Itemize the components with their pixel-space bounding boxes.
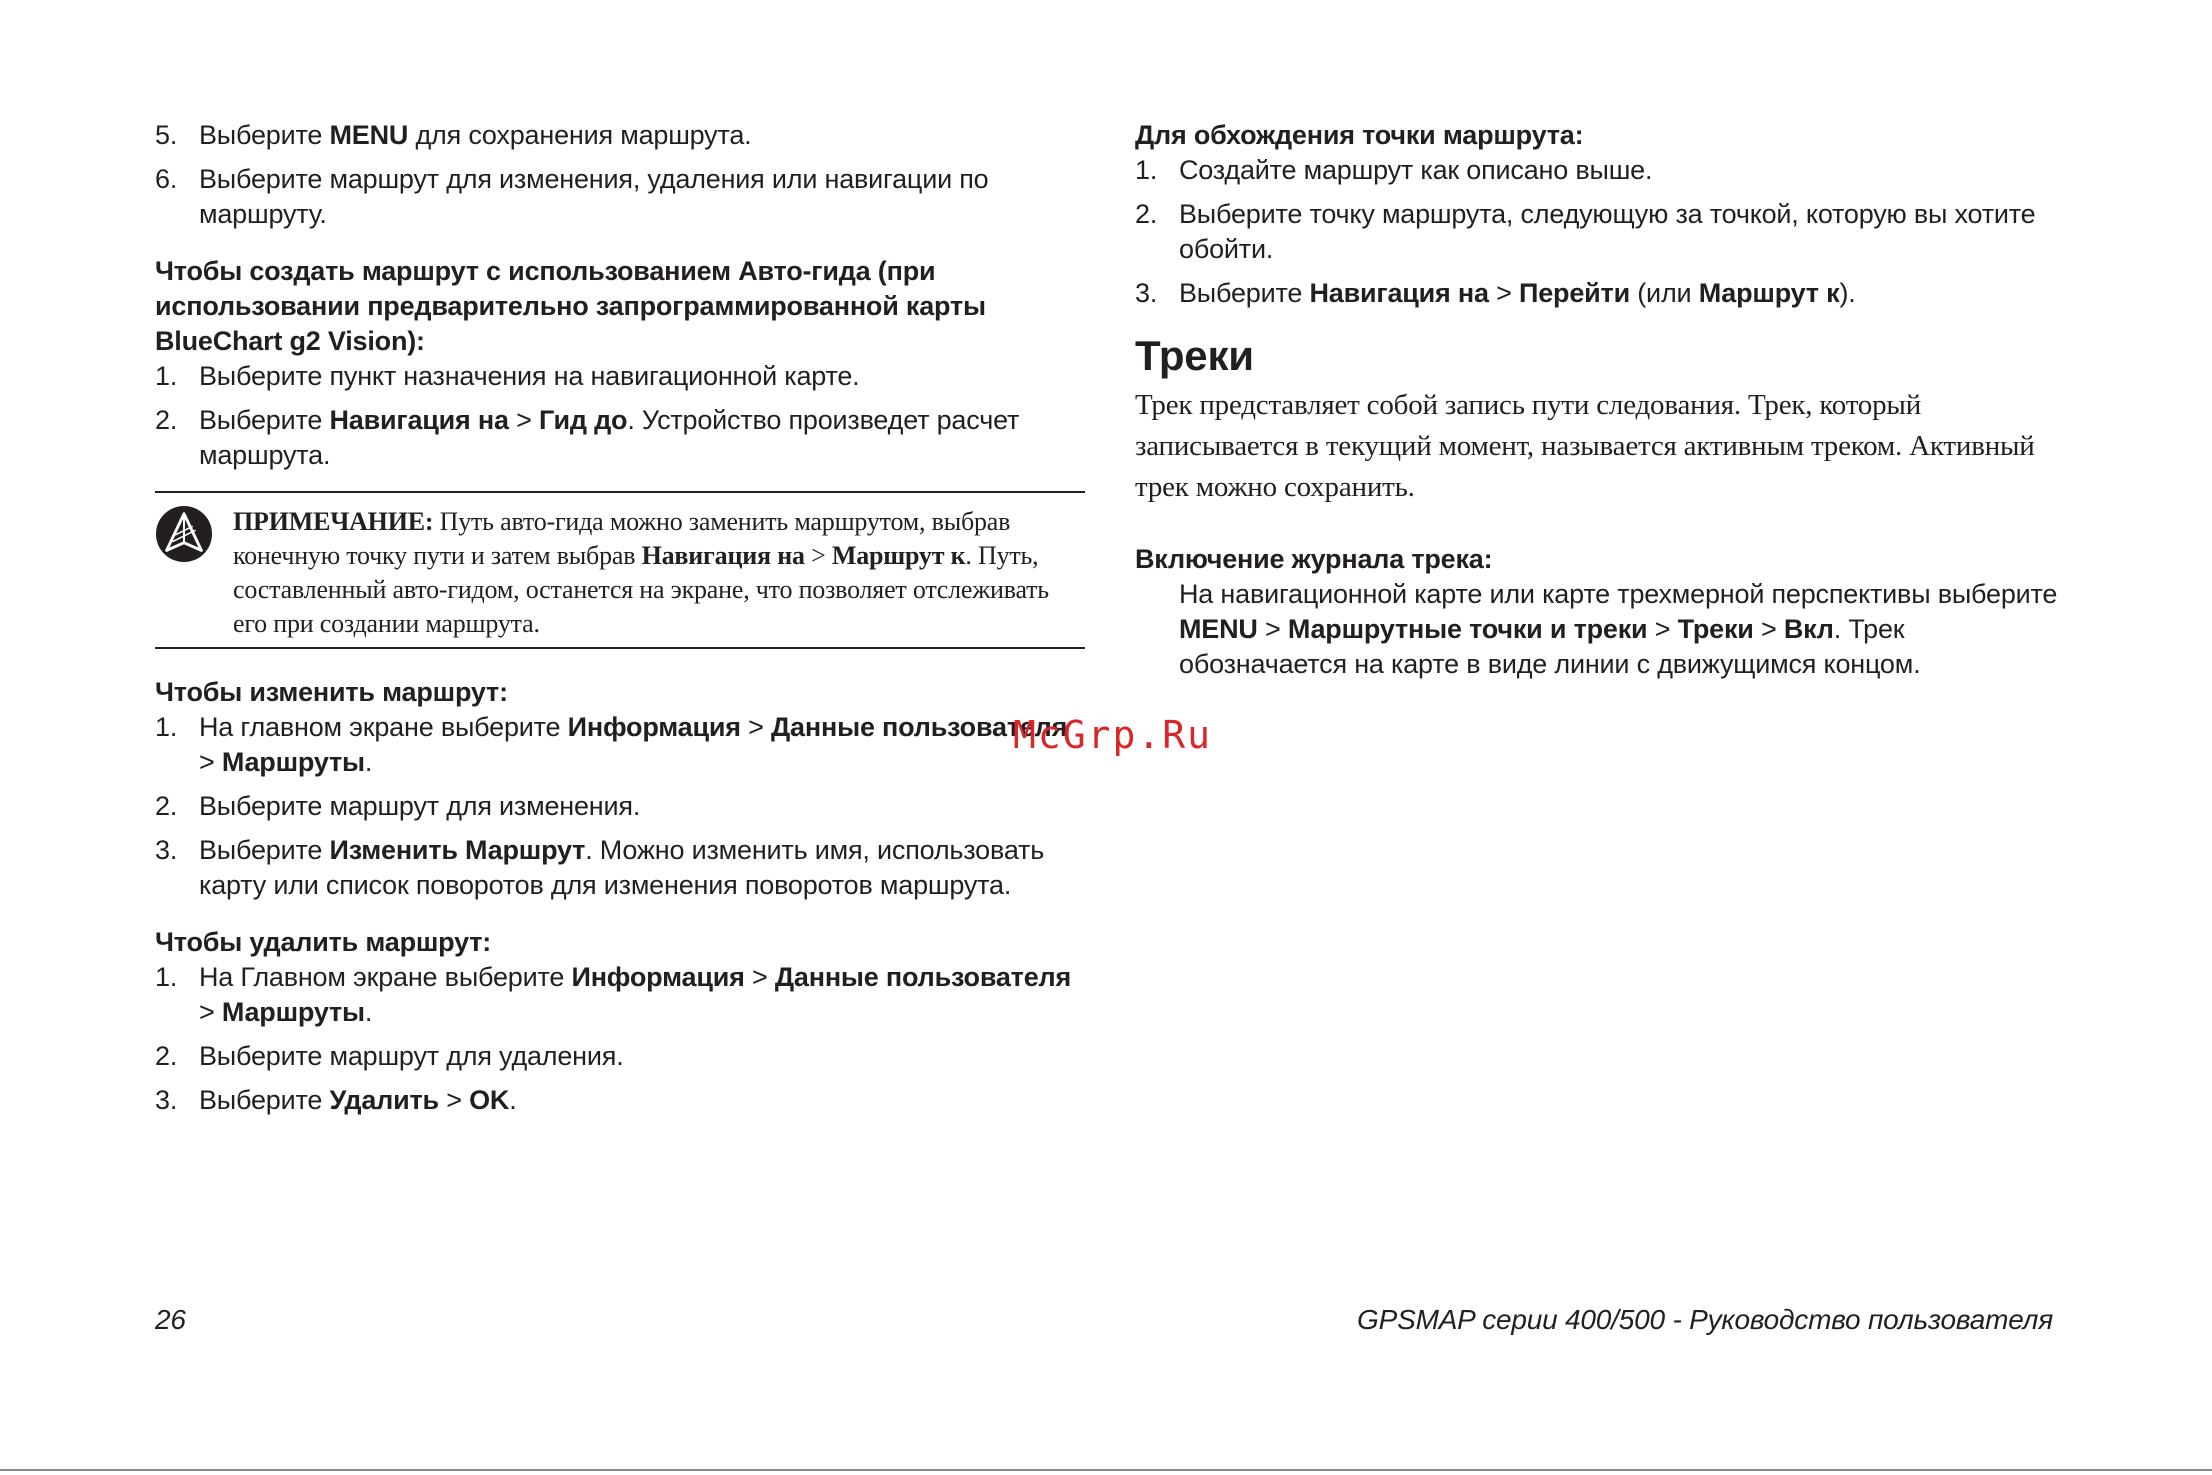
- step-number: 1.: [1135, 155, 1158, 185]
- bold-text: Вкл: [1783, 614, 1834, 644]
- list-item: [155, 960, 1085, 1030]
- list-item: [155, 833, 1085, 903]
- text-run: Выберите: [1179, 278, 1310, 308]
- tracklog-heading: Включение журнала трека:: [1135, 544, 1493, 574]
- bold-text: Маршрут к: [831, 541, 966, 570]
- text-run: >: [1647, 614, 1678, 644]
- bold-text: Маршруты: [221, 747, 365, 777]
- text-run: >: [1488, 278, 1520, 308]
- text-run: Выберите: [199, 1085, 330, 1115]
- note-box: [155, 491, 1085, 649]
- text-run: На навигационной карте или карте трехмерной перспективы выберите: [1179, 579, 2058, 609]
- watermark: McGrp.Ru: [1013, 713, 1213, 757]
- step-number: 3.: [155, 835, 178, 865]
- bold-text: Информация: [571, 962, 745, 992]
- bold-text: Удалить: [329, 1085, 439, 1115]
- step-number: 2.: [1135, 199, 1158, 229]
- page-bottom-rule: [0, 1469, 2212, 1471]
- left-column: [155, 118, 1085, 1127]
- bold-text: Изменить Маршрут: [329, 835, 586, 865]
- list-item: [1135, 153, 2065, 188]
- step-number: 2.: [155, 791, 178, 821]
- avoid-waypoint-steps: [1135, 153, 2065, 311]
- step-number: 5.: [155, 120, 178, 150]
- list-item: [155, 789, 1085, 824]
- list-item: [155, 1039, 1085, 1074]
- bold-text: OK: [469, 1085, 510, 1115]
- bold-text: Гид до: [539, 405, 628, 435]
- bold-text: ПРИМЕЧАНИЕ:: [233, 507, 434, 536]
- text-run: . Устройство произведет расчет маршрута.: [199, 405, 1020, 470]
- step-number: 1.: [155, 712, 178, 742]
- bold-text: Маршрут к: [1698, 278, 1840, 308]
- text-run: Создайте маршрут как описано выше.: [1179, 155, 1653, 185]
- page-number: 26: [155, 1304, 186, 1335]
- edit-route-steps: [155, 710, 1085, 903]
- step-number: 2.: [155, 1041, 178, 1071]
- text-run: >: [740, 712, 772, 742]
- text-run: ).: [1839, 278, 1856, 308]
- bold-text: Навигация на: [1309, 278, 1489, 308]
- text-run: .: [364, 997, 373, 1027]
- bold-text: Перейти: [1519, 278, 1630, 308]
- text-run: (или: [1629, 278, 1699, 308]
- tracklog-instructions: [1135, 577, 2065, 682]
- autoguide-steps: [155, 359, 1085, 473]
- step-number: 2.: [155, 405, 178, 435]
- text-run: для сохранения маршрута.: [408, 120, 752, 150]
- text-run: >: [438, 1085, 470, 1115]
- text-run: >: [1753, 614, 1784, 644]
- text-run: Выберите точку маршрута, следующую за точкой, которую вы хотите обойти.: [1179, 199, 2036, 264]
- text-run: Выберите: [199, 405, 330, 435]
- bold-text: Данные пользователя: [771, 712, 1068, 742]
- text-run: >: [199, 747, 222, 777]
- bold-text: Информация: [567, 712, 741, 742]
- text-run: >: [804, 541, 832, 570]
- right-column: [1135, 118, 2065, 682]
- text-run: На главном экране выберите: [199, 712, 568, 742]
- note-text: [233, 505, 1085, 641]
- delete-route-heading: Чтобы удалить маршрут:: [155, 927, 492, 957]
- list-item: [155, 359, 1085, 394]
- list-item: [155, 403, 1085, 473]
- text-run: >: [199, 997, 222, 1027]
- autoguide-heading: Чтобы создать маршрут с использованием Авто-гида (при использовании предварительно запрограммированной карты BlueChart g2 Vision):: [155, 256, 986, 356]
- text-run: . Путь, составленный авто-гидом, останется на экране, что позволяет отслеживать его при создании маршрута.: [233, 541, 1049, 638]
- tracks-section-title: Треки: [1135, 332, 1254, 379]
- text-run: Выберите маршрут для изменения, удаления или навигации по маршруту.: [199, 164, 989, 229]
- step-number: 3.: [155, 1085, 178, 1115]
- bold-text: Маршрутные точки и треки: [1287, 614, 1648, 644]
- bold-text: Маршруты: [221, 997, 365, 1027]
- bold-text: Данные пользователя: [774, 962, 1072, 992]
- tracks-intro: Трек представляет собой запись пути следования. Трек, который записывается в текущий момент, называется активным треком. Активный трек можно сохранить.: [1135, 389, 2035, 503]
- text-run: Выберите маршрут для удаления.: [199, 1041, 624, 1071]
- delete-route-steps: [155, 960, 1085, 1118]
- footer-doc-title: GPSMAP серии 400/500 - Руководство пользователя: [1357, 1304, 2053, 1335]
- list-item: [1135, 276, 2065, 311]
- text-run: .: [364, 747, 373, 777]
- text-run: . Можно изменить имя, использовать карту или список поворотов для изменения поворотов маршрута.: [199, 835, 1045, 900]
- route-save-steps: [155, 118, 1085, 232]
- step-number: 1.: [155, 361, 178, 391]
- text-run: На Главном экране выберите: [199, 962, 572, 992]
- text-run: Выберите маршрут для изменения.: [199, 791, 641, 821]
- bold-text: Навигация на: [329, 405, 509, 435]
- text-run: Выберите: [199, 835, 330, 865]
- text-run: >: [508, 405, 540, 435]
- edit-route-heading: Чтобы изменить маршрут:: [155, 677, 508, 707]
- text-run: . Трек обозначается на карте в виде линии с движущимся концом.: [1179, 614, 1921, 679]
- text-run: .: [509, 1085, 517, 1115]
- text-run: Выберите: [199, 120, 330, 150]
- text-run: Выберите пункт назначения на навигационной карте.: [199, 361, 860, 391]
- text-run: >: [1257, 614, 1288, 644]
- list-item: [155, 162, 1085, 232]
- list-item: [155, 710, 1085, 780]
- step-number: 6.: [155, 164, 178, 194]
- text-run: Путь авто-гида можно заменить маршрутом, выбрав конечную точку пути и затем выбрав: [233, 507, 1011, 570]
- bold-text: MENU: [329, 120, 409, 150]
- text-run: >: [744, 962, 775, 992]
- list-item: [155, 1083, 1085, 1118]
- list-item: [155, 118, 1085, 153]
- step-number: 1.: [155, 962, 178, 992]
- note-icon: [155, 505, 213, 563]
- avoid-waypoint-heading: Для обхождения точки маршрута:: [1135, 120, 1584, 150]
- bold-text: MENU: [1179, 614, 1258, 644]
- list-item: [1135, 197, 2065, 267]
- bold-text: Треки: [1677, 614, 1754, 644]
- bold-text: Навигация на: [641, 541, 805, 570]
- step-number: 3.: [1135, 278, 1158, 308]
